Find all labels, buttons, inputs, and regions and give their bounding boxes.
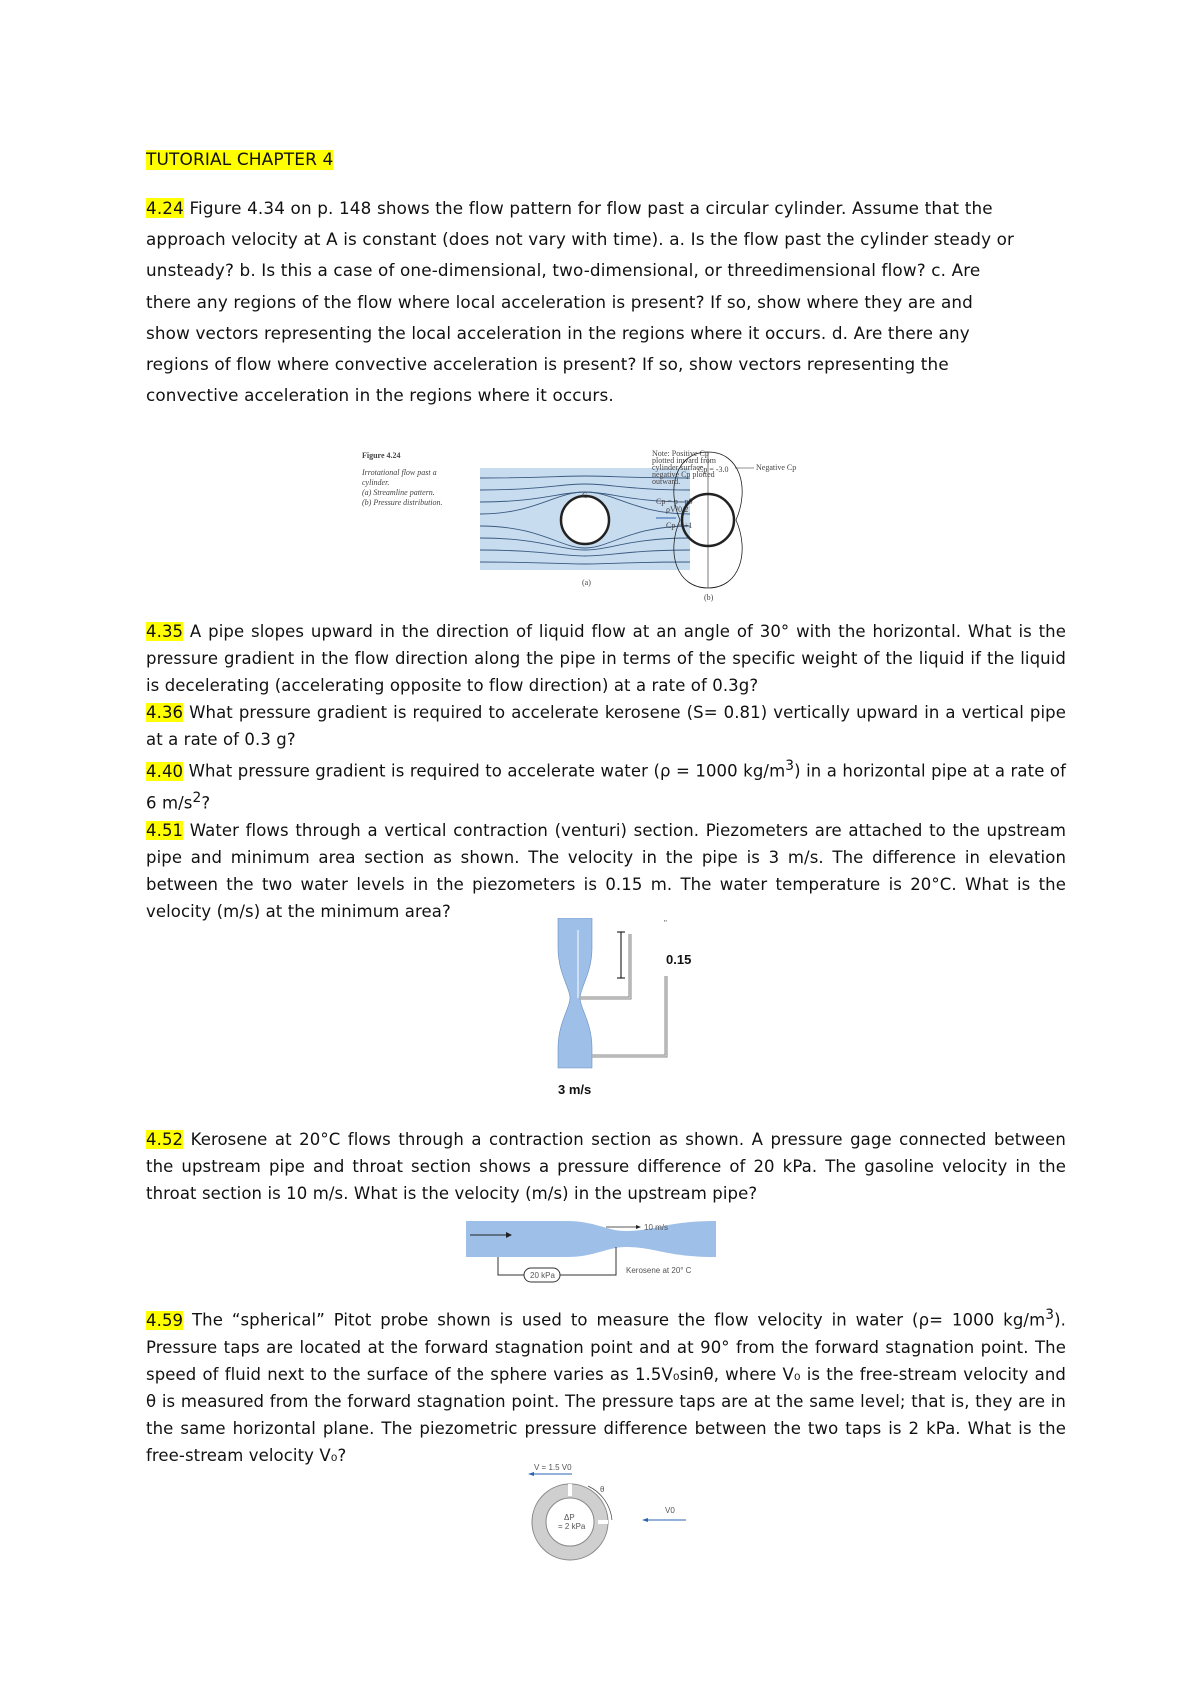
figure-4-24 (360, 448, 840, 608)
question-text: What pressure gradient is required to accelerate water (ρ = 1000 kg/m (183, 761, 786, 781)
question-text-line: convective acceleration in the regions where it occurs. (146, 385, 614, 406)
velocity-label: 3 m/s (558, 1082, 592, 1097)
pressure-difference-value: = 2 kPa (558, 1522, 586, 1531)
tick-mark-label: " (664, 919, 667, 928)
question-text: The “spherical” Pitot probe shown is used to measure the flow velocity in water (ρ= 1000 kg/m (183, 1310, 1046, 1330)
question-text-line: show vectors representing the local acceleration in the regions where it occurs. d. Are there any (146, 322, 970, 343)
panel-label-a: (a) (582, 578, 591, 587)
question-text: ? (201, 793, 211, 813)
cp-one-label: Cp = +1 (666, 521, 693, 530)
question-text-line: regions of flow where convective acceleration is present? If so, show vectors representing the (146, 354, 949, 375)
question-number: 4.35 (146, 622, 184, 641)
question-text: What pressure gradient is required to accelerate kerosene (S= 0.81) vertically upward in a vertical pipe at a rate of 0.3 g? (146, 703, 1066, 750)
question-4-59 (146, 1302, 1066, 1469)
question-block (146, 618, 1066, 925)
note-line: negative Cp plotted (652, 470, 715, 479)
page-title: TUTORIAL CHAPTER 4 (146, 150, 334, 170)
question-4-51 (146, 817, 1066, 925)
question-text: ). Pressure taps are located at the forward stagnation point and at 90° from the forward stagnation point. The speed of fluid next to the surface of the sphere varies as 1.5V₀sinθ, where V₀ is the free-stream velocity and θ is measured from the forward stagnation point. The pressure taps are at the same level; that is, they are in the same horizontal plane. The piezometric pressure difference between the two taps is 2 kPa. What is the free-stream velocity V₀? (146, 1310, 1066, 1465)
question-text-line: there any regions of the flow where local acceleration is present? If so, show where they are and (146, 291, 973, 312)
question-4-35 (146, 618, 1066, 699)
gage-label: 20 kPa (530, 1271, 555, 1280)
cp-equation: Cp = p - p0 (656, 497, 693, 506)
question-number: 4.52 (146, 1130, 184, 1149)
question-text: ) in a horizontal pipe at a rate of 6 m/s (146, 761, 1066, 813)
note-line: plotted inward from (652, 456, 716, 465)
question-4-40 (146, 753, 1066, 816)
figure-caption-line: cylinder. (362, 478, 390, 487)
superscript: 2 (192, 790, 202, 807)
superscript: 3 (1045, 1307, 1055, 1323)
panel-label-b: (b) (704, 593, 714, 602)
question-text: A pipe slopes upward in the direction of liquid flow at an angle of 30° with the horizontal. What is the pressure gradient in the flow direction along the pipe in terms of the specific weight of the liquid if the liquid is decelerating (accelerating opposite to flow direction) at a rate of 0.3g? (146, 622, 1066, 696)
freestream-velocity-label: V0 (665, 1506, 675, 1515)
velocity-label: 10 m/s (644, 1223, 669, 1232)
fluid-label: Kerosene at 20° C (626, 1266, 692, 1275)
figure-4-52-contraction (466, 1215, 736, 1289)
cp-minus3-label: Cp = -3.0 (698, 465, 729, 474)
question-number: 4.36 (146, 703, 184, 723)
question-number: 4.51 (146, 820, 184, 840)
figure-caption-line: (a) Streamline pattern. (362, 488, 435, 497)
negative-cp-label: Negative Cp (756, 463, 797, 472)
question-text-line: unsteady? b. Is this a case of one-dimensional, two-dimensional, or threedimensional flow? c. Are (146, 260, 981, 281)
note-line: Note: Positive Cp (652, 449, 709, 458)
pressure-distribution (652, 449, 796, 602)
question-text-line: approach velocity at A is constant (does not vary with time). a. Is the flow past the cylinder steady or (146, 229, 1015, 250)
note-line: cylinder surface, (652, 463, 706, 472)
note-line: outward. (652, 477, 681, 486)
figure-caption-line: (b) Pressure distribution. (362, 498, 443, 507)
figure-caption-title: Figure 4.24 (362, 451, 401, 460)
question-4-36 (146, 699, 1066, 753)
pressure-difference-label: ΔP (564, 1513, 575, 1522)
question-number: 4.59 (146, 1310, 184, 1330)
question-4-24 (146, 193, 1066, 411)
figure-caption-line: Irrotational flow past a (362, 468, 437, 477)
height-label: 0.15 (666, 952, 692, 967)
figure-4-51-venturi (540, 918, 720, 1098)
question-number: 4.24 (146, 198, 184, 218)
point-label-c: C (582, 491, 588, 500)
question-text-line: Figure 4.34 on p. 148 shows the flow pattern for flow past a circular cylinder. Assume that the (183, 198, 993, 218)
superscript: 3 (785, 758, 795, 775)
question-text: Water flows through a vertical contraction (venturi) section. Piezometers are attached to the upstream pipe and minimum area section as shown. The velocity in the pipe is 3 m/s. The difference in elevation between the two water levels in the piezometers is 0.15 m. The water temperature is 20°C. What is the velocity (m/s) at the minimum area? (146, 820, 1066, 921)
surface-velocity-label: V = 1.5 V0 (534, 1463, 572, 1472)
question-text: Kerosene at 20°C flows through a contraction section as shown. A pressure gage connected between the upstream pipe and throat section shows a pressure difference of 20 kPa. The gasoline velocity in the throat section is 10 m/s. What is the velocity (m/s) in the upstream pipe? (146, 1130, 1066, 1204)
figure-4-59-pitot-sphere (528, 1462, 708, 1566)
theta-label: θ (600, 1485, 605, 1494)
question-number: 4.40 (146, 761, 184, 781)
cp-equation-denominator: ρV²0/2 (666, 505, 689, 514)
question-4-52 (146, 1126, 1066, 1207)
